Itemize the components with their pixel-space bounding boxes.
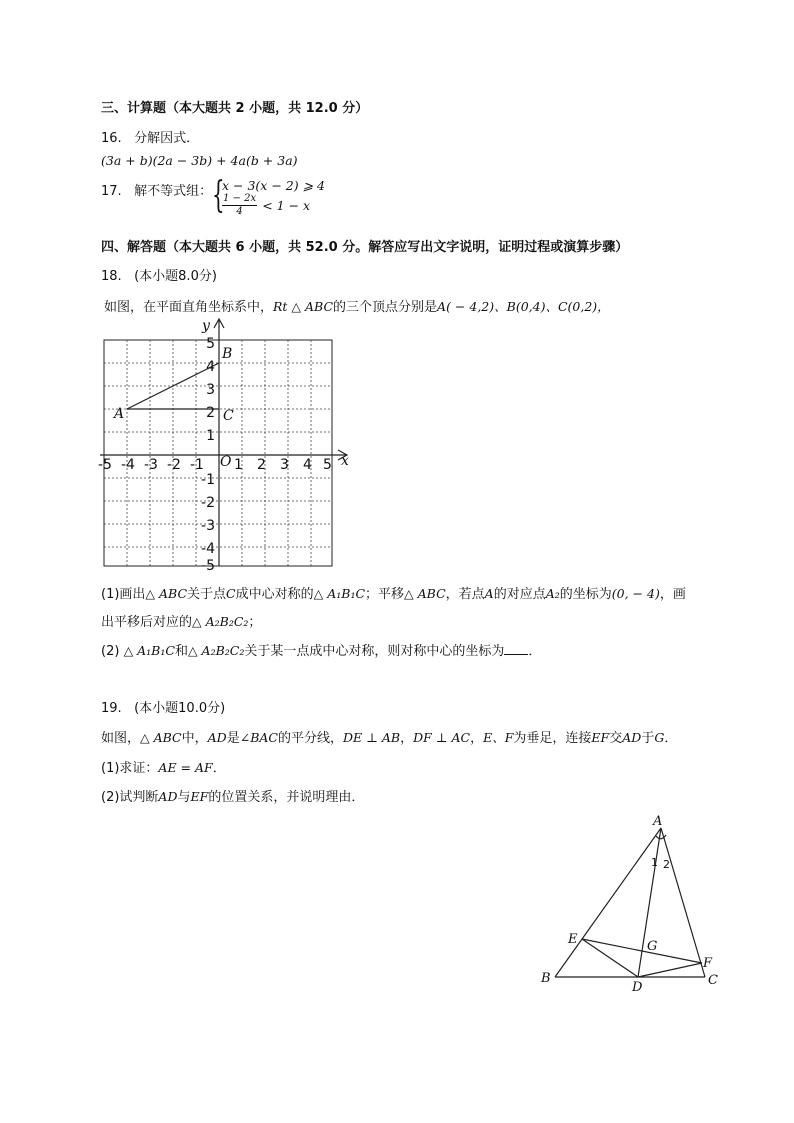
text: 关于某一点成中心对称，则对称中心的坐标为 — [244, 644, 505, 659]
x-tick-label: -5 — [98, 457, 112, 473]
q19-part-1 — [101, 757, 226, 776]
text: ． — [528, 644, 542, 659]
text: (1)求证： — [101, 761, 159, 776]
question-score: (本小题10.0分) — [134, 701, 226, 716]
y-tick-label: -1 — [201, 472, 215, 488]
system-brace: { — [212, 175, 225, 216]
x-tick-label: 1 — [234, 457, 243, 473]
q18-part-2 — [101, 640, 541, 659]
x-tick-label: 3 — [280, 457, 289, 473]
question-16 — [101, 127, 199, 146]
y-tick-label: -3 — [201, 518, 215, 534]
point-c-label: C — [223, 408, 234, 424]
point-b-label: B — [222, 346, 233, 362]
text: 的平分线， — [277, 731, 343, 746]
x-tick-label: -4 — [121, 457, 135, 473]
answer-blank[interactable] — [504, 642, 528, 655]
text: 如图，在平面直角坐标系中， — [104, 300, 274, 315]
q19-intro — [101, 727, 677, 746]
q17-inequality-2-rest: < 1 − x — [262, 198, 311, 213]
text: ，画 — [659, 587, 686, 602]
question-score: (本小题8.0分) — [134, 269, 217, 284]
section4-heading: 四、解答题（本大题共 6 小题，共 52.0 分。解答应写出文字说明，证明过程或演算步骤） — [101, 240, 629, 255]
text: (2) — [101, 644, 120, 659]
math: AD — [158, 789, 178, 804]
math: AD — [622, 730, 642, 745]
math: A₂ — [545, 586, 560, 601]
math: EF — [190, 789, 209, 804]
x-axis-label: x — [341, 453, 349, 469]
coordinate-grid-figure — [98, 314, 352, 574]
math: A — [484, 586, 494, 601]
x-tick-label: 4 — [303, 457, 312, 473]
math: EF — [591, 730, 610, 745]
triangle-figure — [535, 810, 725, 995]
math: DE ⊥ AB — [343, 730, 401, 745]
math: C — [226, 586, 236, 601]
fraction-numerator: 1 − 2x — [223, 193, 257, 204]
segment-ab — [555, 828, 661, 977]
vertex-a-label: A — [653, 814, 663, 829]
question-17 — [101, 180, 212, 199]
question-number: 18. — [101, 269, 122, 284]
q17-inequality-2 — [222, 193, 310, 218]
segment-ac — [661, 828, 705, 977]
math: Rt △ ABC — [273, 299, 334, 314]
q18-intro — [104, 296, 610, 315]
q18-part-1 — [101, 583, 686, 602]
y-tick-label: -2 — [201, 495, 215, 511]
origin-label: O — [220, 454, 232, 470]
q19-part-2 — [101, 786, 364, 805]
math: △ A₂B₂C₂ — [187, 643, 245, 658]
question-text: 分解因式． — [134, 131, 200, 146]
q16-expression: (3a + b)(2a − 3b) + 4a(b + 3a) — [101, 153, 298, 168]
q17-inequality-1: x − 3(x − 2) ⩾ 4 — [222, 178, 325, 193]
math: △ ABC — [140, 730, 182, 745]
x-tick-label: -1 — [190, 457, 204, 473]
text: 的三个顶点分别是 — [333, 300, 438, 315]
math: △ ABC — [145, 586, 188, 601]
y-tick-label: -5 — [201, 558, 215, 574]
text: ，若点 — [445, 587, 485, 602]
text: ；平移 — [365, 587, 405, 602]
math: DF ⊥ AC — [413, 730, 471, 745]
math: ∠BAC — [239, 730, 278, 745]
math: △ A₂B₂C₂ — [192, 614, 249, 629]
figure-lines — [555, 828, 705, 977]
segment-df — [638, 963, 702, 977]
question-number: 17. — [101, 184, 122, 199]
y-tick-label: 5 — [206, 336, 215, 352]
math: △ ABC — [404, 586, 446, 601]
y-tick-label: 3 — [206, 382, 215, 398]
text: 的位置关系，并说明理由． — [208, 790, 365, 805]
y-tick-label: 4 — [206, 359, 215, 375]
vertex-c-label: C — [708, 973, 718, 988]
text: 是 — [226, 731, 240, 746]
text: 中， — [181, 731, 208, 746]
math: AE = AF — [158, 760, 213, 775]
math: G — [654, 730, 665, 745]
vertex-f-label: F — [703, 956, 713, 971]
x-tick-label: 5 — [323, 457, 332, 473]
vertex-g-label: G — [647, 939, 658, 954]
math: E、F — [483, 730, 514, 745]
vertex-e-label: E — [568, 932, 578, 947]
text: 的坐标为 — [559, 587, 612, 602]
text: ， — [400, 731, 414, 746]
text: 关于点 — [187, 587, 227, 602]
fraction-denominator: 4 — [236, 206, 243, 217]
y-tick-label: -4 — [201, 541, 215, 557]
text: ． — [212, 761, 226, 776]
angle-2-label: 2 — [663, 858, 670, 871]
grid-border — [104, 340, 332, 566]
y-tick-label: 2 — [206, 405, 215, 421]
x-tick-label: -2 — [167, 457, 181, 473]
text: 为垂足，连接 — [513, 731, 592, 746]
text: 交 — [609, 731, 623, 746]
question-number: 16. — [101, 131, 122, 146]
math: AD — [207, 730, 227, 745]
text: ， — [470, 731, 484, 746]
text: 如图， — [101, 731, 141, 746]
point-a-label: A — [114, 406, 125, 422]
section3-heading: 三、计算题（本大题共 2 小题，共 12.0 分） — [101, 101, 369, 116]
question-18 — [101, 265, 217, 284]
q18-part-1-continued — [101, 611, 261, 630]
question-text: 解不等式组： — [134, 184, 213, 199]
angle-1-label: 1 — [651, 856, 658, 869]
math: A( − 4,2)、B(0,4)、C(0,2)， — [437, 299, 610, 314]
text: 的对应点 — [493, 587, 546, 602]
vertex-d-label: D — [632, 980, 643, 995]
x-tick-label: 2 — [257, 457, 266, 473]
text: 与 — [177, 790, 191, 805]
y-axis-label: y — [202, 318, 210, 334]
text: (2)试判断 — [101, 790, 159, 805]
text: ； — [248, 615, 262, 630]
text: 成中心对称的 — [235, 587, 314, 602]
text: ． — [664, 731, 678, 746]
question-19 — [101, 697, 225, 716]
text: 于 — [641, 731, 655, 746]
text: (1)画出 — [101, 587, 146, 602]
text: 出平移后对应的 — [101, 615, 193, 630]
y-tick-label: 1 — [206, 428, 215, 444]
x-tick-label: -3 — [144, 457, 158, 473]
text: 和 — [174, 644, 188, 659]
vertex-b-label: B — [541, 971, 551, 986]
question-number: 19. — [101, 701, 122, 716]
math: (0, − 4) — [611, 586, 660, 601]
math: △ A₁B₁C — [123, 643, 175, 658]
math: △ A₁B₁C — [313, 586, 366, 601]
